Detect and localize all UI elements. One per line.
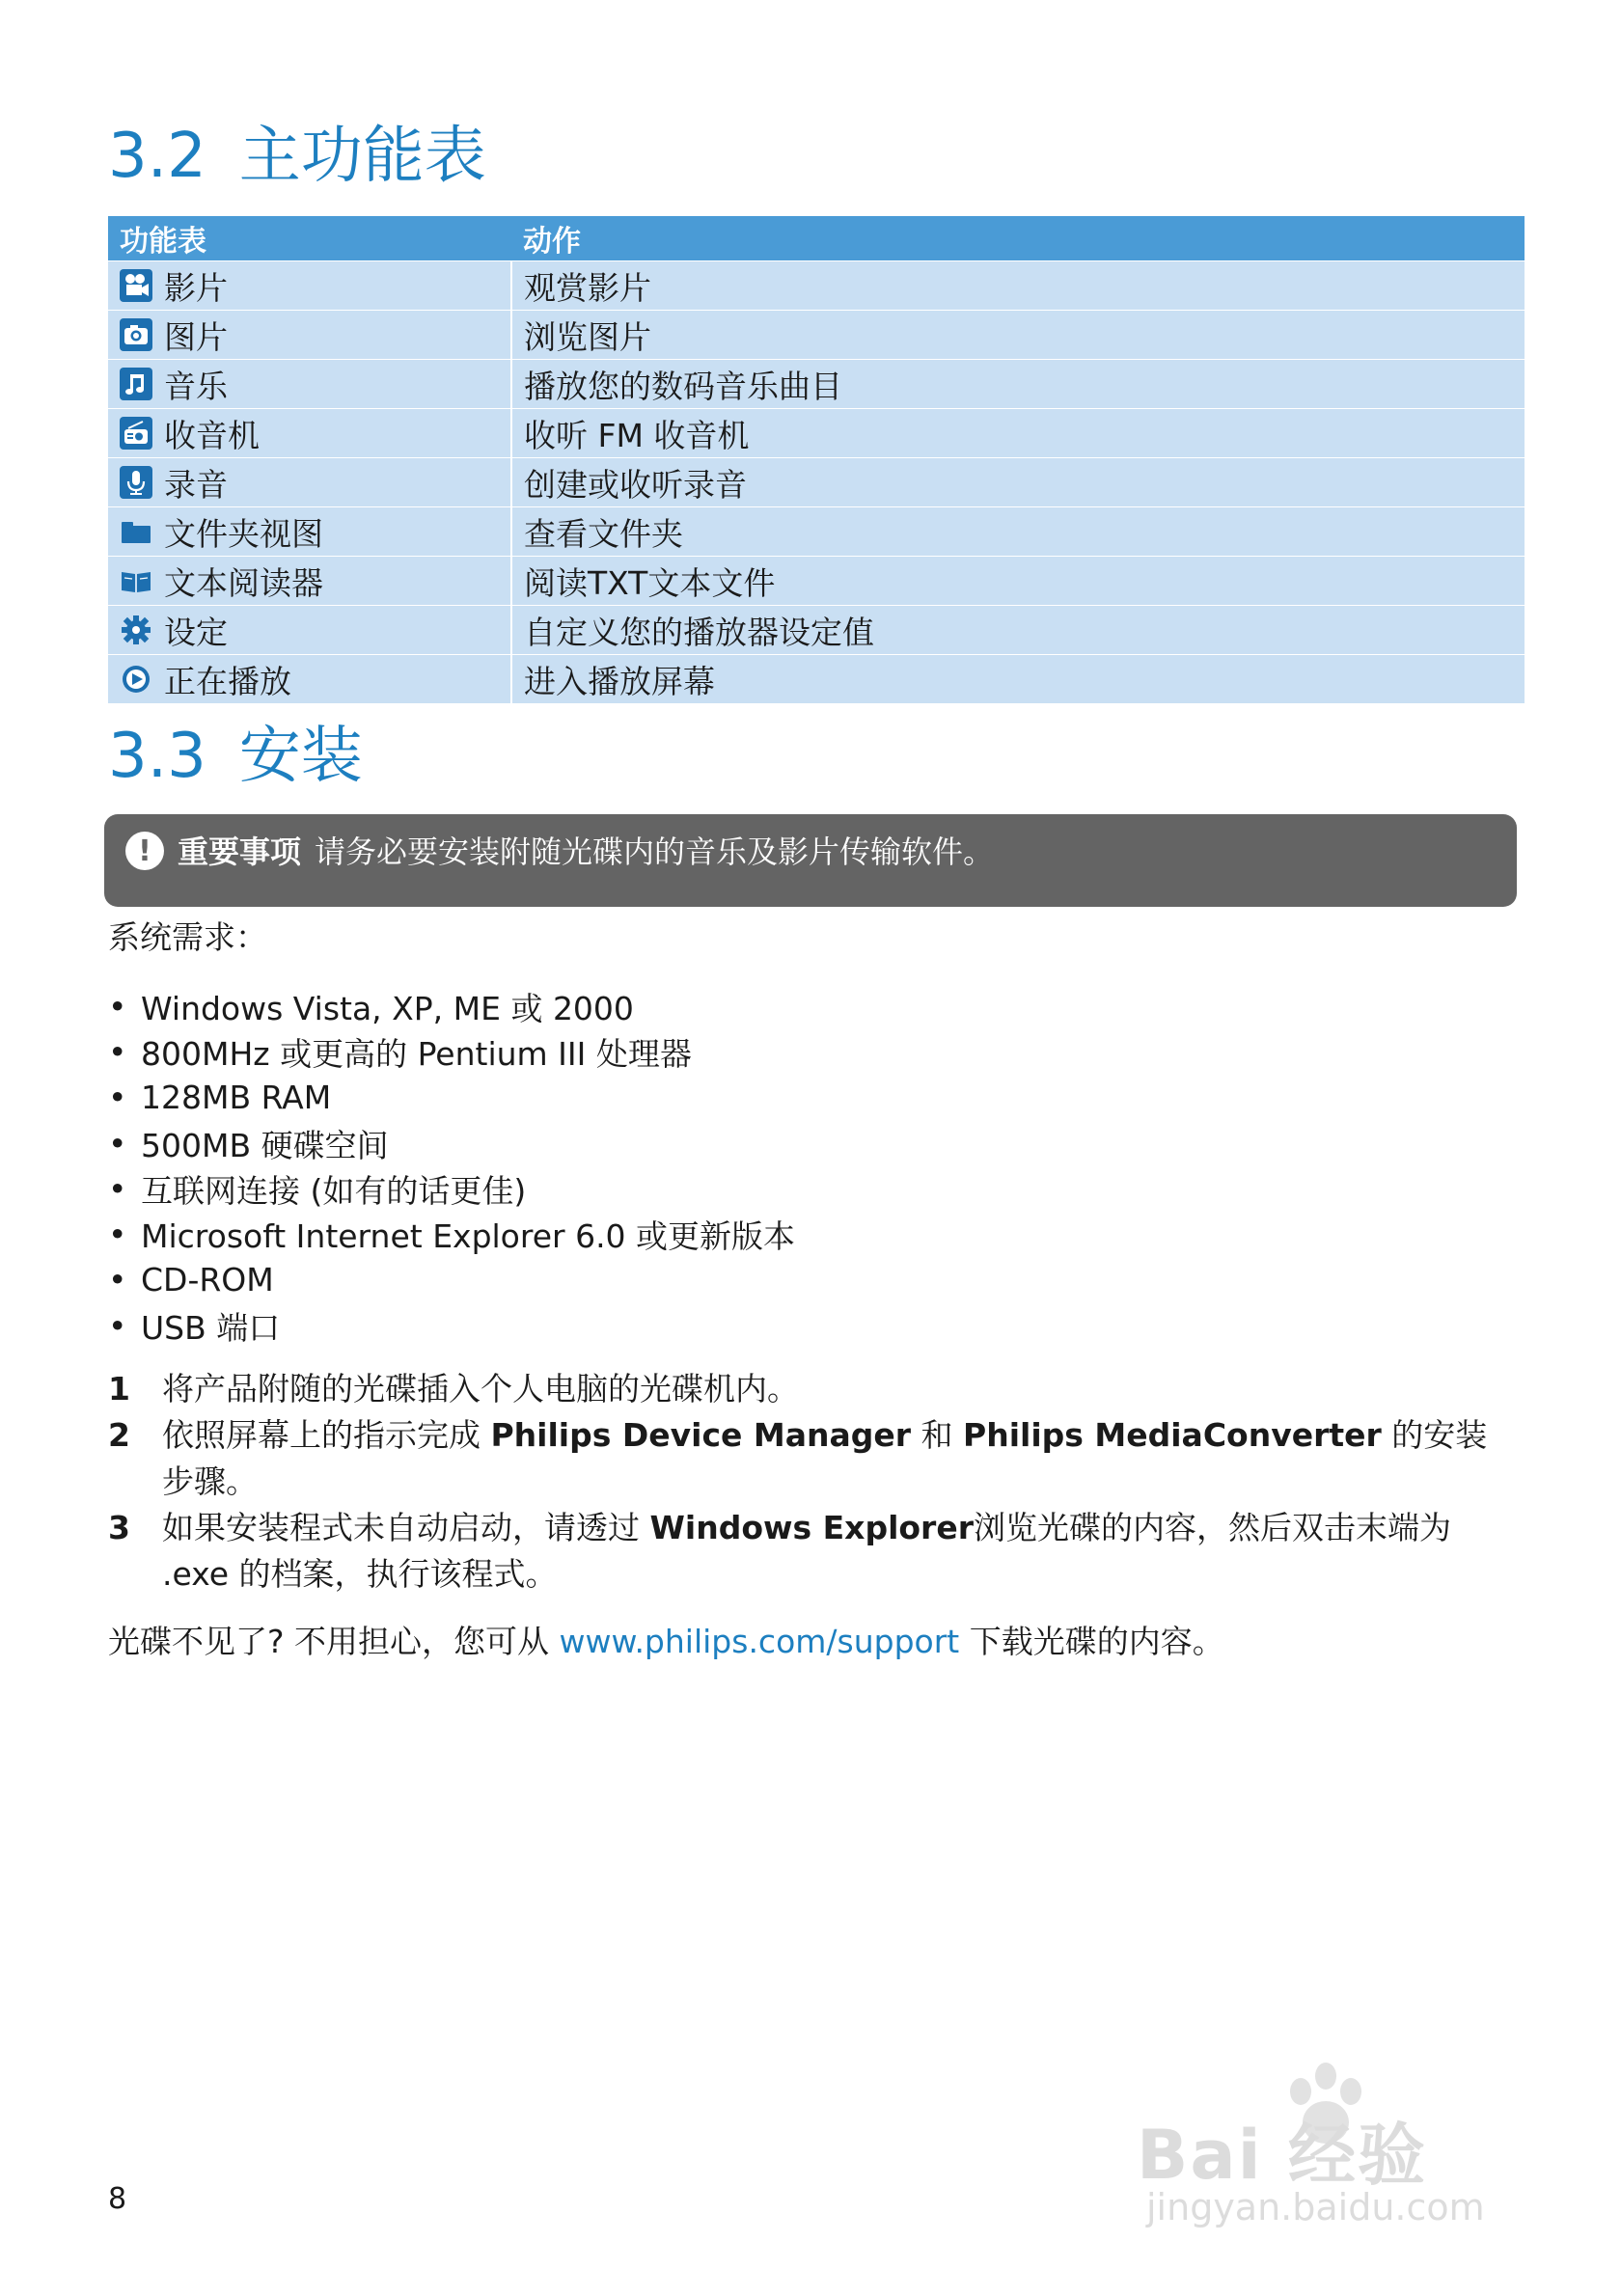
action-label: 收听 FM 收音机 (511, 409, 1525, 458)
notice-label: 重要事项 (178, 834, 302, 870)
step-number: 1 (108, 1370, 130, 1408)
section-title: 主功能表 (238, 121, 486, 192)
menu-label: 正在播放 (164, 662, 291, 700)
table-row (108, 655, 1525, 704)
action-label: 播放您的数码音乐曲目 (511, 360, 1525, 409)
table-row (108, 311, 1525, 360)
important-notice (104, 814, 1517, 907)
step-number: 3 (108, 1509, 130, 1546)
menu-label: 收音机 (164, 416, 260, 454)
menu-label: 图片 (164, 317, 228, 356)
step-text: 依照屏幕上的指示完成 Philips Device Manager 和 Philips MediaConverter 的安装步骤。 (162, 1416, 1488, 1500)
camera-icon (120, 318, 152, 351)
watermark-url: jingyan.baidu.com (1146, 2186, 1485, 2228)
step-item (108, 1412, 1497, 1505)
requirements-intro: 系统需求： (108, 918, 267, 956)
video-camera-icon (120, 269, 152, 302)
function-table (108, 216, 1525, 703)
section-heading-main-menu (108, 121, 486, 192)
list-item: • CD-ROM (108, 1261, 274, 1298)
menu-label: 录音 (164, 465, 228, 504)
watermark-main-text: Bai 经验 (1137, 2116, 1427, 2195)
table-row (108, 606, 1525, 655)
microphone-icon (120, 466, 152, 499)
gear-icon (120, 614, 152, 646)
support-link[interactable]: www.philips.com/support (559, 1623, 960, 1660)
table-header-row (108, 216, 1525, 261)
table-row (108, 458, 1525, 507)
list-item: • 128MB RAM (108, 1079, 332, 1116)
action-label: 进入播放屏幕 (511, 655, 1525, 704)
menu-label: 设定 (164, 613, 228, 651)
section-number: 3.3 (108, 721, 206, 792)
exclamation-icon: ! (125, 832, 164, 870)
section-number: 3.2 (108, 121, 206, 192)
missing-disc-note: 光碟不见了? 不用担心，您可从 www.philips.com/support 下载光碟的内容。 (108, 1623, 1224, 1660)
menu-label: 影片 (164, 268, 228, 307)
action-label: 观赏影片 (511, 261, 1525, 311)
notice-text: 请务必要安装附随光碟内的音乐及影片传输软件。 (315, 834, 995, 870)
step-text: 将产品附随的光碟插入个人电脑的光碟机内。 (162, 1370, 799, 1408)
page-number: 8 (108, 2182, 127, 2216)
music-note-icon (120, 368, 152, 400)
list-item: • Windows Vista, XP, ME 或 2000 (108, 988, 634, 1027)
list-item: • 互联网连接 (如有的话更佳) (108, 1170, 527, 1210)
action-label: 阅读TXT文本文件 (511, 557, 1525, 606)
action-label: 创建或收听录音 (511, 458, 1525, 507)
book-icon (120, 564, 152, 597)
action-label: 自定义您的播放器设定值 (511, 606, 1525, 655)
step-item (108, 1366, 1497, 1412)
step-number: 2 (108, 1416, 130, 1454)
table-row (108, 409, 1525, 458)
step-text: 如果安装程式未自动启动，请透过 Windows Explorer浏览光碟的内容，然后双击末端为 .exe 的档案，执行该程式。 (162, 1509, 1451, 1593)
table-row (108, 360, 1525, 409)
table-header-action: 动作 (511, 216, 1525, 261)
table-row (108, 261, 1525, 311)
table-row (108, 557, 1525, 606)
action-label: 浏览图片 (511, 311, 1525, 360)
install-steps (108, 1366, 1497, 1598)
menu-label: 文本阅读器 (164, 563, 323, 602)
menu-label: 音乐 (164, 367, 228, 405)
section-heading-install (108, 721, 363, 792)
section-title: 安装 (238, 721, 363, 792)
action-label: 查看文件夹 (511, 507, 1525, 557)
radio-icon (120, 417, 152, 450)
requirements-list (108, 984, 795, 1349)
list-item: • USB 端口 (108, 1306, 281, 1347)
table-header-menu: 功能表 (108, 216, 511, 261)
folder-icon (120, 515, 152, 548)
step-item (108, 1505, 1497, 1598)
baidu-watermark (1137, 2063, 1552, 2236)
list-item: • 500MB 硬碟空间 (108, 1124, 389, 1164)
menu-label: 文件夹视图 (164, 514, 323, 553)
list-item: • Microsoft Internet Explorer 6.0 或更新版本 (108, 1216, 796, 1255)
play-circle-icon (120, 663, 152, 696)
list-item: • 800MHz 或更高的 Pentium III 处理器 (108, 1033, 692, 1073)
table-row (108, 507, 1525, 557)
